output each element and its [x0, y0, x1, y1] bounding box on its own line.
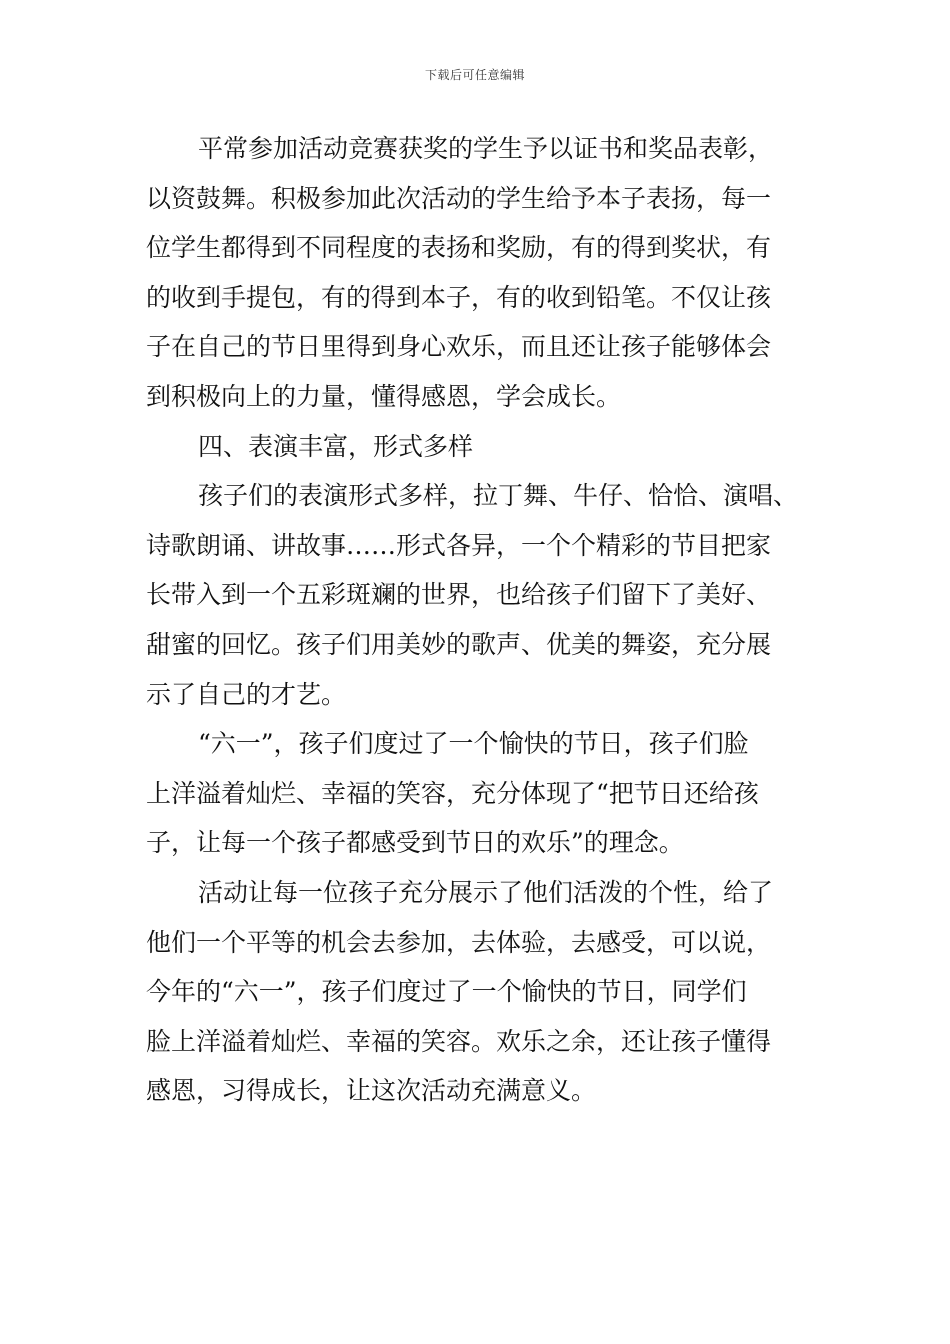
text-line: 诗歌朗诵、讲故事……形式各异，一个个精彩的节目把家: [146, 530, 772, 560]
body-text: [146, 124, 846, 1116]
text-line: “六一”，孩子们度过了一个愉快的节日，孩子们脸: [198, 729, 749, 759]
text-line: 长带入到一个五彩斑斓的世界，也给孩子们留下了美好、: [146, 580, 772, 610]
text-line: 孩子们的表演形式多样，拉丁舞、牛仔、恰恰、演唱、: [198, 481, 799, 511]
text-line: 脸上洋溢着灿烂、幸福的笑容。欢乐之余，还让孩子懂得: [146, 1026, 772, 1056]
text-line: 感恩，习得成长，让这次活动充满意义。: [146, 1076, 597, 1106]
text-line: 子，让每一个孩子都感受到节日的欢乐”的理念。: [146, 828, 684, 858]
text-line: 甜蜜的回忆。孩子们用美妙的歌声、优美的舞姿，充分展: [146, 629, 772, 659]
text-line: 他们一个平等的机会去参加，去体验，去感受，可以说，: [146, 927, 772, 957]
text-line: 活动让每一位孩子充分展示了他们活泼的个性，给了: [198, 877, 774, 907]
text-line: 示了自己的才艺。: [146, 679, 347, 709]
text-line: 到积极向上的力量，懂得感恩，学会成长。: [146, 381, 622, 411]
text-line: 以资鼓舞。积极参加此次活动的学生给予本子表扬，每一: [146, 183, 772, 213]
section-heading: 四、表演丰富，形式多样: [198, 431, 474, 461]
text-line: 位学生都得到不同程度的表扬和奖励，有的得到奖状，有: [146, 233, 772, 263]
text-line: 平常参加活动竞赛获奖的学生予以证书和奖品表彰，: [198, 134, 774, 163]
page-header: 下载后可任意编辑: [424, 68, 525, 82]
text-line: 的收到手提包，有的得到本子，有的收到铅笔。不仅让孩: [146, 282, 772, 312]
text-line: 上洋溢着灿烂、幸福的笑容，充分体现了“把节日还给孩: [146, 778, 759, 808]
text-line: 子在自己的节日里得到身心欢乐，而且还让孩子能够体会: [146, 332, 772, 362]
text-line: 今年的“六一”，孩子们度过了一个愉快的节日，同学们: [146, 977, 747, 1007]
